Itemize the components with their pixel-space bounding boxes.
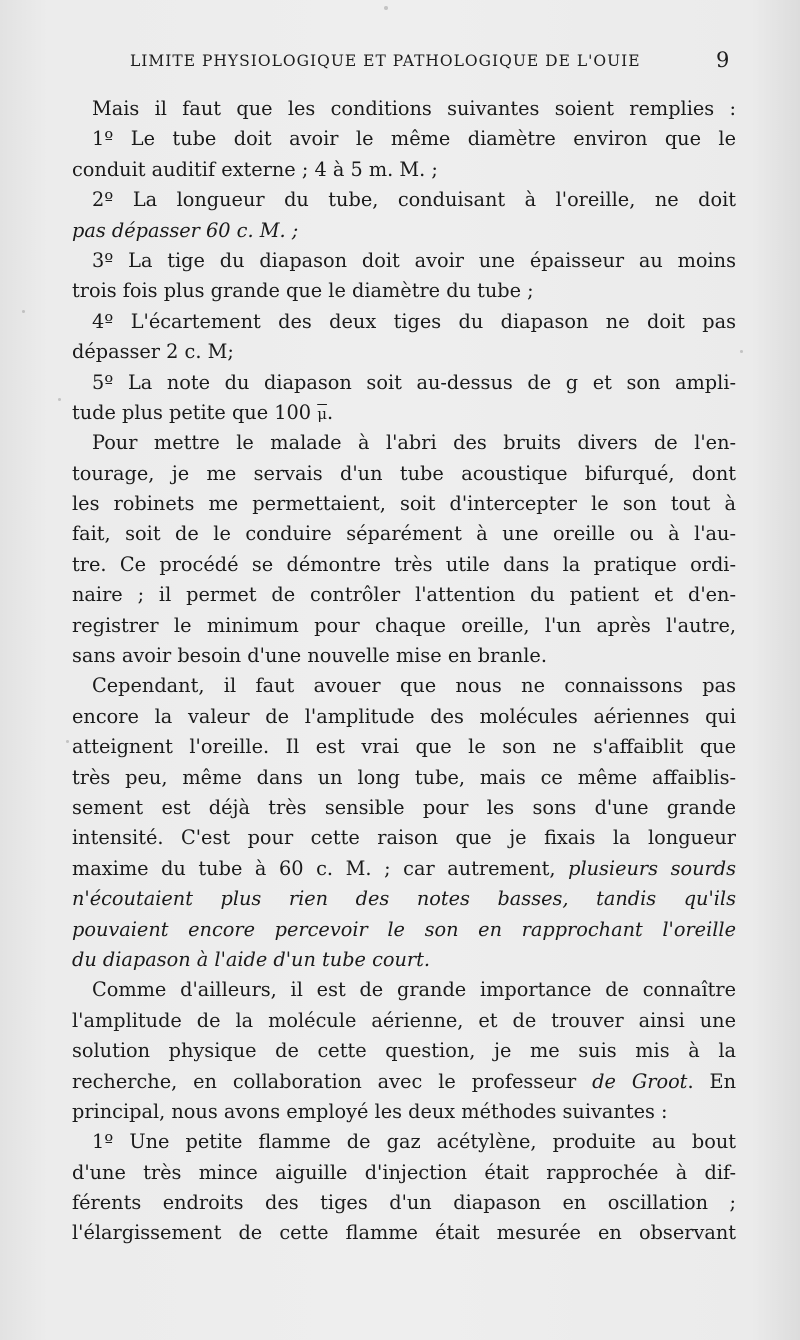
paper-speck — [384, 6, 388, 10]
text-line: principal, nous avons employé les deux méthodes suivantes : — [72, 1099, 668, 1123]
text-line: intensité. C'est pour cette raison que je fixais la longueur — [72, 826, 736, 850]
running-title: LIMITE PHYSIOLOGIQUE ET PATHOLOGIQUE DE L'OUIE — [130, 52, 641, 70]
text-line: 2º La longueur du tube, conduisant à l'oreille, ne doit — [92, 188, 736, 212]
paper-speck — [740, 350, 743, 353]
paper-speck — [58, 398, 61, 401]
text-line: 5º La note du diapason soit au-dessus de g et son ampli- — [92, 370, 736, 394]
text-line: sement est déjà très sensible pour les sons d'une grande — [72, 795, 736, 819]
text-line: dépasser 2 c. M; — [72, 340, 234, 364]
text-line: 1º Une petite flamme de gaz acétylène, produite au bout — [92, 1130, 736, 1154]
text-line: 4º L'écartement des deux tiges du diapason ne doit pas — [92, 309, 736, 333]
text-line: les robinets me permettaient, soit d'intercepter le son tout à — [72, 492, 736, 516]
text-line: n'écoutaient plus rien des notes basses, tandis qu'ils — [72, 887, 736, 911]
text-line: d'une très mince aiguille d'injection était rapprochée à dif- — [72, 1160, 736, 1184]
text-line: tude plus petite que 100 $\overline{\mu}$. — [72, 398, 736, 428]
text-line: solution physique de cette question, je me suis mis à la — [72, 1039, 736, 1063]
micron-symbol: $\overline{\mu}$ — [317, 404, 327, 423]
text-line: recherche, en collaboration avec le professeur de Groot. En — [72, 1069, 736, 1093]
text-line: l'amplitude de la molécule aérienne, et de trouver ainsi une — [72, 1008, 736, 1032]
text-line: du diapason à l'aide d'un tube court. — [72, 947, 430, 971]
text-line: trois fois plus grande que le diamètre du tube ; — [72, 279, 534, 303]
page-header — [0, 48, 800, 78]
text-line: tre. Ce procédé se démontre très utile dans la pratique ordi- — [72, 552, 736, 576]
page-number: 9 — [716, 48, 730, 72]
text-line: pouvaient encore percevoir le son en rapprochant l'oreille — [72, 917, 736, 941]
text-line: encore la valeur de l'amplitude des molécules aériennes qui — [72, 704, 736, 728]
paper-speck — [22, 310, 25, 313]
body-text — [72, 94, 736, 1249]
text-line: Comme d'ailleurs, il est de grande importance de connaître — [92, 978, 736, 1002]
text-line: l'élargissement de cette flamme était mesurée en observant — [72, 1221, 736, 1245]
text-line: 1º Le tube doit avoir le même diamètre environ que le — [92, 127, 736, 151]
text-line: sans avoir besoin d'une nouvelle mise en branle. — [72, 644, 547, 668]
text-line: férents endroits des tiges d'un diapason en oscillation ; — [72, 1191, 736, 1215]
text-line: fait, soit de le conduire séparément à une oreille ou à l'au- — [72, 522, 736, 546]
text-line: maxime du tube à 60 c. M. ; car autrement, plusieurs sourds — [72, 856, 736, 880]
text-line: Cependant, il faut avouer que nous ne connaissons pas — [92, 674, 736, 698]
paper-speck — [66, 740, 69, 743]
text-line: naire ; il permet de contrôler l'attention du patient et d'en- — [72, 583, 736, 607]
text-line: registrer le minimum pour chaque oreille, l'un après l'autre, — [72, 613, 736, 637]
text-line: pas dépasser 60 c. M. ; — [72, 218, 299, 242]
text-line: tourage, je me servais d'un tube acoustique bifurqué, dont — [72, 461, 736, 485]
text-line: atteignent l'oreille. Il est vrai que le son ne s'affaiblit que — [72, 735, 736, 759]
text-line: Pour mettre le malade à l'abri des bruits divers de l'en- — [92, 431, 736, 455]
text-line: 3º La tige du diapason doit avoir une épaisseur au moins — [92, 248, 736, 272]
text-line: conduit auditif externe ; 4 à 5 m. M. ; — [72, 157, 438, 181]
text-line: Mais il faut que les conditions suivantes soient remplies : — [92, 97, 736, 120]
text-line: très peu, même dans un long tube, mais ce même affaiblis- — [72, 765, 736, 789]
